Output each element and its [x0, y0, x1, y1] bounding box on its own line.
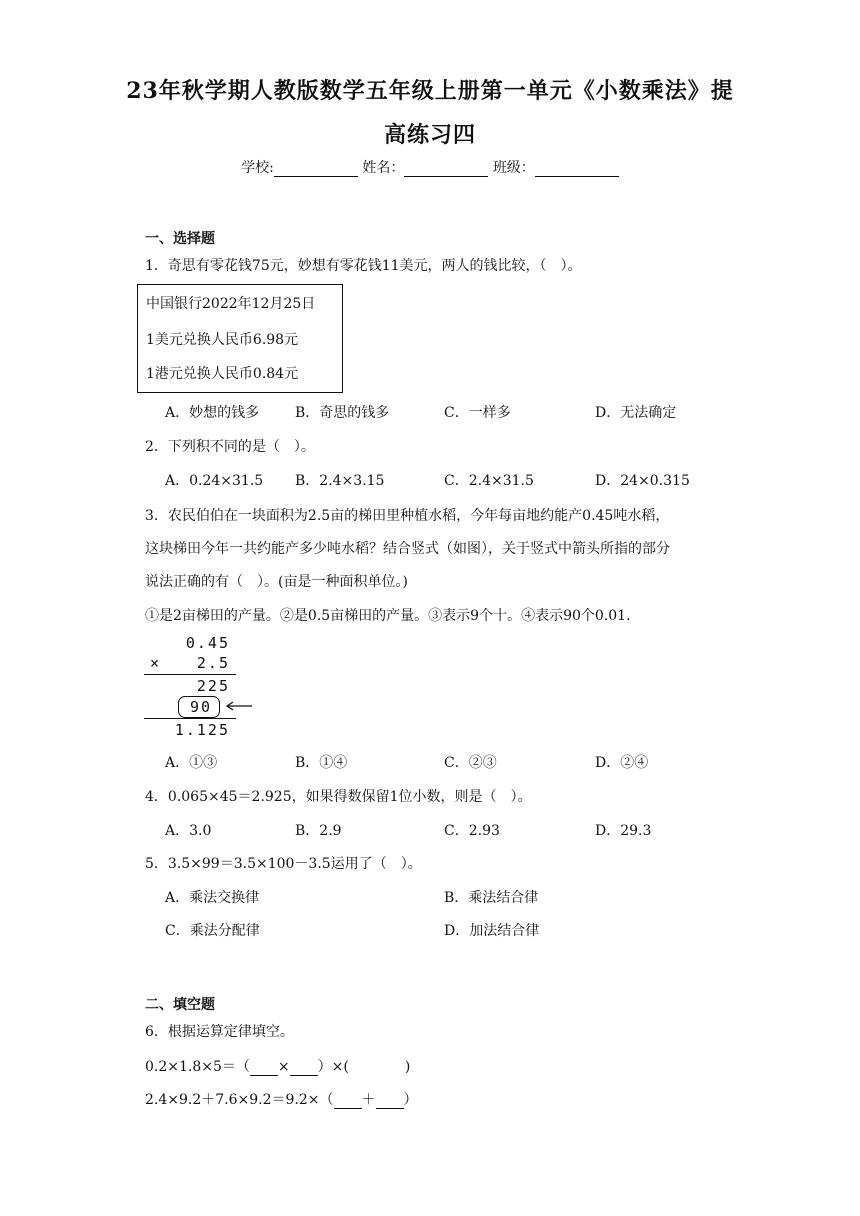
question-5-text: 5．3.5×99＝3.5×100－3.5运用了（ ）。 [145, 856, 422, 872]
question-3-line2: 这块梯田今年一共约能产多少吨水稻？结合竖式（如图），关于竖式中箭头所指的部分 [145, 541, 670, 557]
q6-line2-part-b: ＋ [361, 1092, 376, 1108]
question-6-line1 [145, 1056, 410, 1076]
q6-line1-part-a: 0.2×1.8×5＝（ [145, 1059, 250, 1075]
question-3-statements: ①是2亩梯田的产量。②是0.5亩梯田的产量。③表示9个十。④表示90个0.01. [145, 608, 631, 624]
q6-line1-part-c: ）×( ) [317, 1059, 411, 1075]
arrow-left-icon [224, 700, 254, 712]
q3-option-b[interactable]: B．①④ [295, 755, 348, 771]
q2-option-a[interactable]: A．0.24×31.5 [165, 473, 264, 489]
hkd-rate: 1港元兑换人民币0.84元 [146, 366, 299, 382]
rule-line-1 [144, 674, 236, 675]
times-sign: × [150, 654, 160, 672]
question-6-text: 6．根据运算定律填空。 [145, 1024, 294, 1040]
question-3-line1: 3．农民伯伯在一块面积为2.5亩的梯田里种植水稻，今年每亩地约能产0.45吨水稻， [145, 508, 670, 524]
q3-option-c[interactable]: C．②③ [444, 755, 497, 771]
q4-option-c[interactable]: C．2.93 [444, 823, 500, 839]
page-title-line2: 高练习四 [383, 122, 476, 148]
school-blank[interactable] [274, 161, 358, 177]
q2-option-d[interactable]: D．24×0.315 [595, 473, 690, 489]
question-6-line2 [145, 1089, 418, 1109]
rule-line-2 [144, 718, 236, 719]
question-3-line3: 说法正确的有（ ）。(亩是一种面积单位。) [145, 574, 408, 590]
q6-blank-2[interactable] [290, 1061, 318, 1076]
q6-blank-1[interactable] [250, 1061, 278, 1076]
q6-blank-3[interactable] [334, 1094, 362, 1109]
multiplicand: 0.45 [185, 634, 230, 652]
bank-date: 中国银行2022年12月25日 [146, 296, 316, 312]
name-blank[interactable] [404, 161, 488, 177]
vertical-multiplication [140, 632, 270, 742]
class-label: 班级： [492, 160, 535, 176]
q1-option-d[interactable]: D．无法确定 [595, 405, 677, 421]
q6-blank-4[interactable] [376, 1094, 404, 1109]
q5-option-b[interactable]: B．乘法结合律 [444, 890, 539, 906]
q3-option-a[interactable]: A．①③ [165, 755, 218, 771]
student-info-line [0, 157, 860, 177]
multiplier: 2.5 [196, 654, 230, 672]
page-title-line1: 23年秋学期人教版数学五年级上册第一单元《小数乘法》提 [126, 78, 734, 104]
q4-option-a[interactable]: A．3.0 [165, 823, 212, 839]
q2-option-b[interactable]: B．2.4×3.15 [295, 473, 385, 489]
q3-option-d[interactable]: D．②④ [595, 755, 649, 771]
q2-option-c[interactable]: C．2.4×31.5 [444, 473, 534, 489]
partial-product-1: 225 [196, 677, 230, 695]
name-label: 姓名： [362, 160, 405, 176]
q6-line2-part-a: 2.4×9.2＋7.6×9.2＝9.2×（ [145, 1092, 334, 1108]
exchange-rate-box [137, 284, 343, 393]
question-2-text: 2．下列积不同的是（ ）。 [145, 439, 315, 455]
question-4-text: 4．0.065×45＝2.925，如果得数保留1位小数，则是（ ）。 [145, 789, 532, 805]
q4-option-b[interactable]: B．2.9 [295, 823, 342, 839]
q5-option-d[interactable]: D．加法结合律 [444, 923, 540, 939]
class-blank[interactable] [535, 161, 619, 177]
q5-option-a[interactable]: A．乘法交换律 [165, 890, 260, 906]
q1-option-c[interactable]: C．一样多 [444, 405, 511, 421]
section-heading-fill: 二、填空题 [145, 997, 215, 1013]
q4-option-d[interactable]: D．29.3 [595, 823, 652, 839]
product: 1.125 [174, 721, 230, 739]
q6-line1-part-b: × [277, 1059, 290, 1075]
question-1-text: 1．奇思有零花钱75元，妙想有零花钱11美元，两人的钱比较，（ ）。 [145, 258, 582, 274]
school-label: 学校: [241, 160, 274, 176]
q1-option-b[interactable]: B．奇思的钱多 [295, 405, 390, 421]
q1-option-a[interactable]: A．妙想的钱多 [165, 405, 260, 421]
q5-option-c[interactable]: C．乘法分配律 [165, 923, 260, 939]
usd-rate: 1美元兑换人民币6.98元 [146, 332, 299, 348]
section-heading-choice: 一、选择题 [145, 231, 215, 247]
q6-line2-part-c: ） [403, 1092, 418, 1108]
partial-product-2: 90 [189, 698, 212, 716]
